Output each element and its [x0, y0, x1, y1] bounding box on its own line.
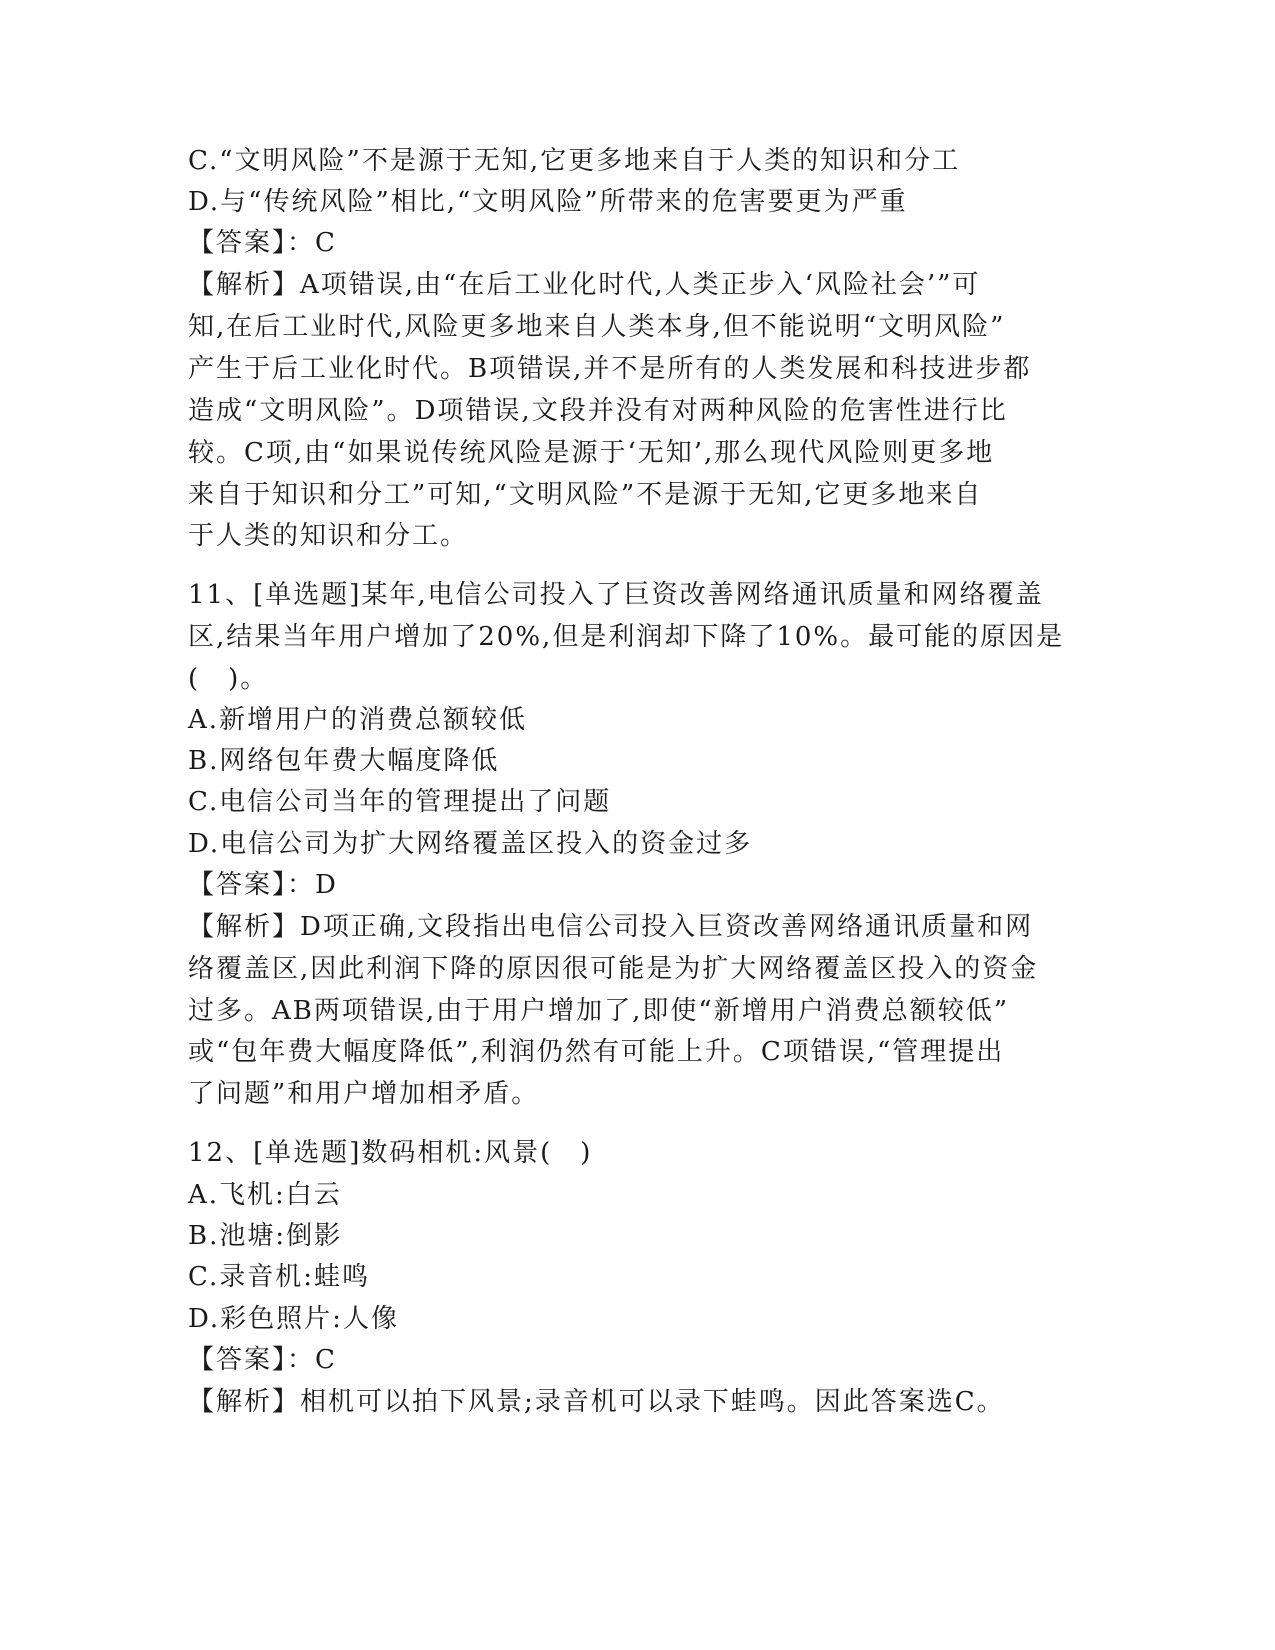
explanation-line: 知,在后工业时代,风险更多地来自人类本身,但不能说明“文明风险”: [188, 312, 1006, 342]
explanation-line: 造成“文明风险”。D项错误,文段并没有对两种风险的危害性进行比: [188, 396, 1008, 426]
option-line: C.电信公司当年的管理提出了问题: [188, 787, 612, 817]
option-line: A.新增用户的消费总额较低: [188, 705, 528, 735]
option-line: A.飞机:白云: [188, 1180, 342, 1210]
explanation-line: 过多。AB两项错误,由于用户增加了,即使“新增用户消费总额较低”: [188, 996, 1009, 1026]
explanation-line: 【解析】相机可以拍下风景;录音机可以录下蛙鸣。因此答案选C。: [188, 1387, 1005, 1417]
explanation-line: 【解析】A项错误,由“在后工业化时代,人类正步入‘风险社会’”可: [188, 270, 981, 300]
option-line: C.录音机:蛙鸣: [188, 1262, 370, 1292]
question-line: 11、[单选题]某年,电信公司投入了巨资改善网络通讯质量和网络覆盖: [188, 580, 1044, 610]
explanation-line: 来自于知识和分工”可知,“文明风险”不是源于无知,它更多地来自: [188, 480, 983, 510]
explanation-line: 【解析】D项正确,文段指出电信公司投入巨资改善网络通讯质量和网: [188, 912, 1034, 942]
option-line: B.网络包年费大幅度降低: [188, 746, 500, 776]
option-line: D.电信公司为扩大网络覆盖区投入的资金过多: [188, 829, 753, 859]
explanation-line: 较。C项,由“如果说传统风险是源于‘无知’,那么现代风险则更多地: [188, 438, 995, 468]
question-line: 区,结果当年用户增加了20%,但是利润却下降了10%。最可能的原因是: [188, 622, 1065, 652]
explanation-line: 产生于后工业化时代。B项错误,并不是所有的人类发展和科技进步都: [188, 354, 1032, 384]
explanation-line: 于人类的知识和分工。: [188, 521, 469, 551]
option-line: D.彩色照片:人像: [188, 1304, 399, 1334]
question-line: 12、[单选题]数码相机:风景( ): [188, 1138, 593, 1168]
answer-line: 【答案】：C: [188, 1345, 337, 1375]
explanation-line: 或“包年费大幅度降低”,利润仍然有可能上升。C项错误,“管理提出: [188, 1037, 1005, 1067]
answer-line: 【答案】：D: [188, 870, 338, 900]
option-line: B.池塘:倒影: [188, 1221, 343, 1251]
option-line: C.“文明风险”不是源于无知,它更多地来自于人类的知识和分工: [188, 146, 961, 176]
answer-line: 【答案】：C: [188, 228, 337, 258]
explanation-line: 了问题”和用户增加相矛盾。: [188, 1079, 540, 1109]
question-line: ( )。: [188, 664, 269, 694]
option-line: D.与“传统风险”相比,“文明风险”所带来的危害要更为严重: [188, 187, 908, 217]
explanation-line: 络覆盖区,因此利润下降的原因很可能是为扩大网络覆盖区投入的资金: [188, 954, 1039, 984]
